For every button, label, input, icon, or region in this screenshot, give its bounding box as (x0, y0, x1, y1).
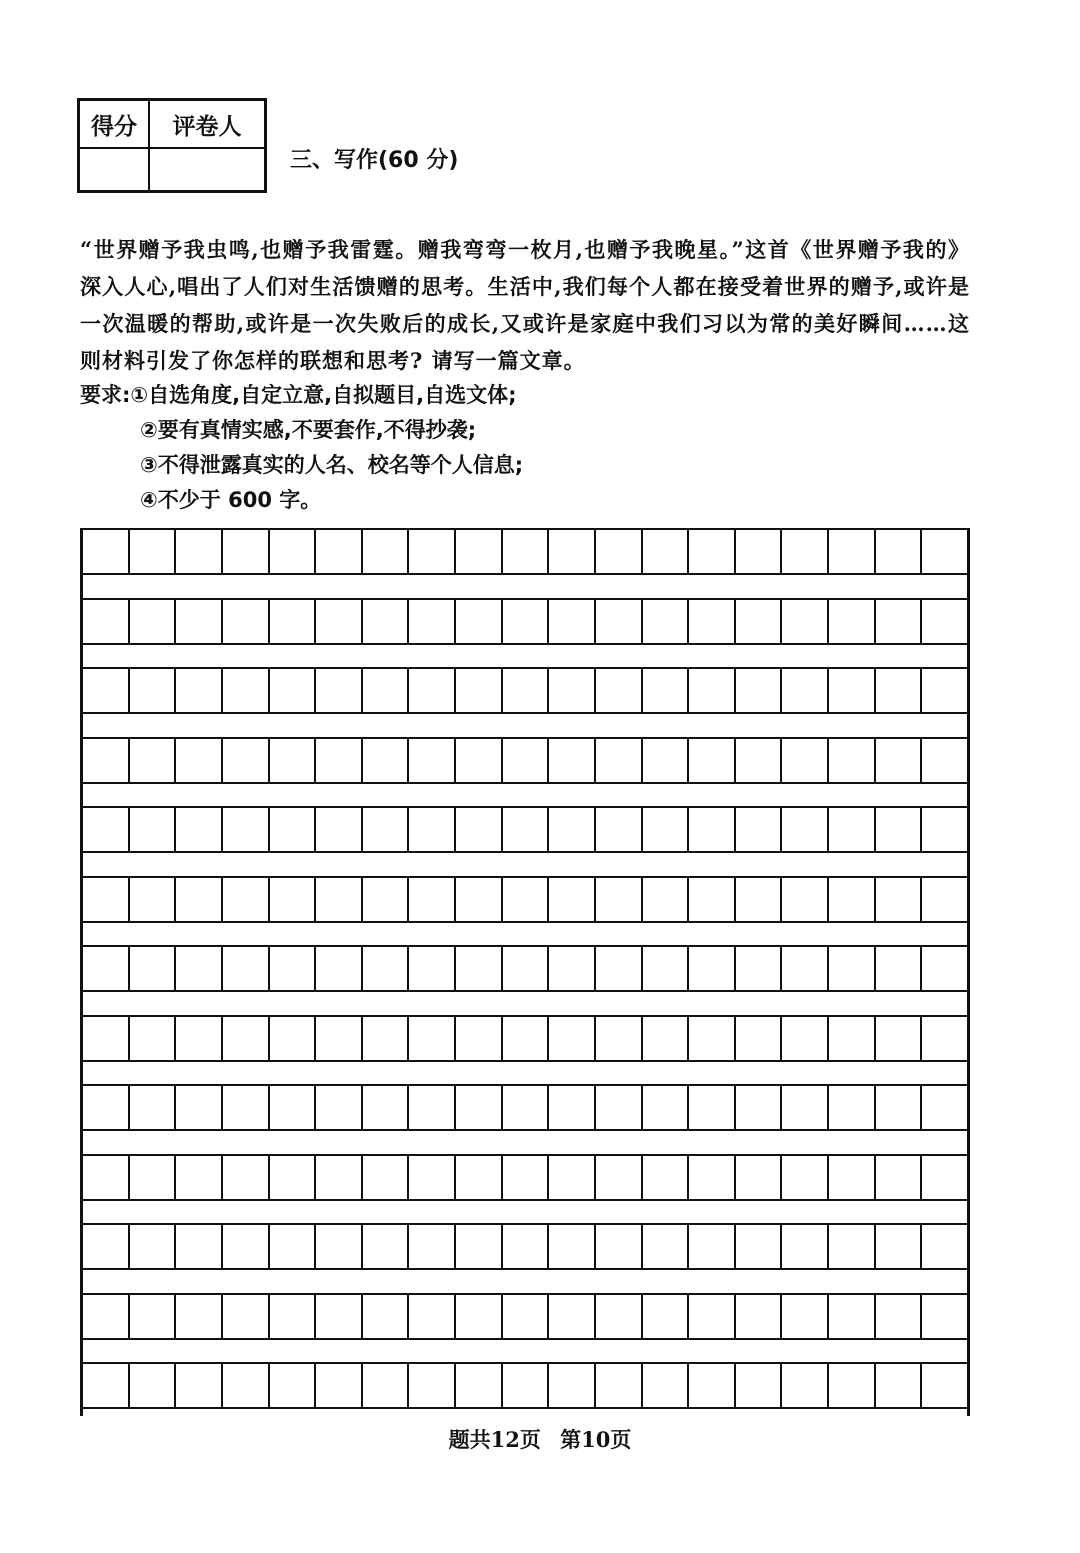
grid-cell[interactable] (922, 1017, 967, 1060)
grid-cell[interactable] (316, 669, 363, 712)
grid-cell[interactable] (643, 947, 690, 990)
grid-cell[interactable] (223, 808, 270, 851)
grid-cell[interactable] (736, 739, 783, 782)
grid-cell[interactable] (782, 1295, 829, 1338)
grid-cell[interactable] (922, 1295, 967, 1338)
grid-cell[interactable] (736, 1086, 783, 1129)
grid-cell[interactable] (176, 530, 223, 573)
grid-cell[interactable] (829, 1364, 876, 1407)
grid-cell[interactable] (223, 1364, 270, 1407)
grid-cell[interactable] (596, 739, 643, 782)
grid-cell[interactable] (316, 808, 363, 851)
total-pages: 题共12页 (448, 1427, 541, 1452)
grid-cell[interactable] (876, 1225, 923, 1268)
grid-cell[interactable] (689, 1295, 736, 1338)
grid-cell[interactable] (456, 1156, 503, 1199)
grid-cell[interactable] (130, 1295, 177, 1338)
grid-cell[interactable] (176, 1086, 223, 1129)
grid-cell[interactable] (782, 1156, 829, 1199)
grid-cell[interactable] (876, 530, 923, 573)
grid-cell[interactable] (456, 808, 503, 851)
grid-cell[interactable] (409, 1225, 456, 1268)
grid-cell[interactable] (409, 947, 456, 990)
grid-cell[interactable] (130, 1017, 177, 1060)
requirement-item: ③不得泄露真实的人名、校名等个人信息; (140, 453, 524, 477)
grid-cell[interactable] (363, 669, 410, 712)
grid-cell[interactable] (503, 739, 550, 782)
grid-cell[interactable] (596, 808, 643, 851)
grid-cell[interactable] (83, 669, 130, 712)
grid-cell[interactable] (922, 1156, 967, 1199)
grid-cell[interactable] (782, 1086, 829, 1129)
grid-cell[interactable] (736, 878, 783, 921)
grid-cell[interactable] (456, 1017, 503, 1060)
grid-cell[interactable] (363, 878, 410, 921)
grid-cell[interactable] (503, 669, 550, 712)
grid-cell[interactable] (829, 808, 876, 851)
grid-cell[interactable] (456, 878, 503, 921)
grid-cell[interactable] (83, 878, 130, 921)
grid-cell[interactable] (316, 600, 363, 643)
requirements-label: 要求: (80, 383, 131, 407)
grid-cell[interactable] (270, 1086, 317, 1129)
grid-cell[interactable] (409, 1017, 456, 1060)
grid-cell[interactable] (549, 739, 596, 782)
grid-cell[interactable] (223, 1017, 270, 1060)
grid-cell[interactable] (130, 600, 177, 643)
grid-cell[interactable] (596, 600, 643, 643)
grid-cell[interactable] (689, 808, 736, 851)
grid-cell[interactable] (223, 1225, 270, 1268)
grid-cell[interactable] (456, 947, 503, 990)
grid-cell[interactable] (782, 669, 829, 712)
grader-field[interactable] (150, 149, 264, 190)
grid-cell[interactable] (456, 669, 503, 712)
grid-cell[interactable] (876, 739, 923, 782)
grid-cell[interactable] (316, 1364, 363, 1407)
grid-cell[interactable] (596, 1017, 643, 1060)
grid-cell[interactable] (363, 1156, 410, 1199)
grid-cell[interactable] (782, 530, 829, 573)
grid-cell[interactable] (829, 947, 876, 990)
grid-cell[interactable] (922, 739, 967, 782)
grid-cell[interactable] (549, 878, 596, 921)
grid-cell[interactable] (736, 947, 783, 990)
grid-cell[interactable] (829, 1156, 876, 1199)
grid-cell[interactable] (456, 1225, 503, 1268)
writing-grid[interactable] (80, 528, 970, 1416)
grid-cell[interactable] (503, 1225, 550, 1268)
grid-cell[interactable] (689, 600, 736, 643)
grid-cell[interactable] (829, 1225, 876, 1268)
grid-cell[interactable] (549, 530, 596, 573)
grid-cell[interactable] (316, 1017, 363, 1060)
requirement-row-1 (80, 378, 523, 413)
grid-cell[interactable] (176, 808, 223, 851)
grid-cell[interactable] (316, 1295, 363, 1338)
grid-cell[interactable] (643, 1225, 690, 1268)
grid-cell[interactable] (456, 1086, 503, 1129)
grid-cell[interactable] (549, 1017, 596, 1060)
grid-cell[interactable] (596, 1295, 643, 1338)
grid-cell[interactable] (409, 1156, 456, 1199)
grid-row[interactable] (83, 876, 967, 923)
grid-cell[interactable] (316, 739, 363, 782)
grid-cell[interactable] (876, 808, 923, 851)
grid-cell[interactable] (689, 947, 736, 990)
grid-cell[interactable] (643, 1364, 690, 1407)
grid-cell[interactable] (689, 530, 736, 573)
requirements (80, 378, 523, 518)
grid-cell[interactable] (876, 947, 923, 990)
grid-cell[interactable] (829, 878, 876, 921)
grid-row[interactable] (83, 598, 967, 645)
grid-cell[interactable] (689, 1156, 736, 1199)
grid-cell[interactable] (270, 1156, 317, 1199)
grid-cell[interactable] (643, 1295, 690, 1338)
grid-cell[interactable] (503, 600, 550, 643)
grid-cell[interactable] (689, 878, 736, 921)
score-table (77, 98, 267, 193)
grid-cell[interactable] (922, 600, 967, 643)
grid-cell[interactable] (736, 669, 783, 712)
grid-cell[interactable] (83, 808, 130, 851)
grid-cell[interactable] (270, 878, 317, 921)
grid-cell[interactable] (316, 1225, 363, 1268)
grid-row[interactable] (83, 737, 967, 784)
writing-prompt: “世界赠予我虫鸣,也赠予我雷霆。赠我弯弯一枚月,也赠予我晚星。”这首《世界赠予我的》深入人心,唱出了人们对生活馈赠的思考。生活中,我们每个人都在接受着世界的赠予,或许是一次温暖的帮助,或许是一次失败后的成长,又或许是家庭中我们习以为常的美好瞬间……这则材料引发了你怎样的联想和思考? 请写一篇文章。 (80, 237, 970, 373)
grid-cell[interactable] (643, 530, 690, 573)
grid-cell[interactable] (363, 1017, 410, 1060)
grid-cell[interactable] (223, 1086, 270, 1129)
grid-cell[interactable] (736, 530, 783, 573)
grid-cell[interactable] (689, 1225, 736, 1268)
grid-cell[interactable] (876, 1364, 923, 1407)
requirement-item: ④不少于 600 字。 (140, 488, 322, 512)
grid-cell[interactable] (643, 739, 690, 782)
grid-cell[interactable] (130, 739, 177, 782)
grid-cell[interactable] (223, 878, 270, 921)
grid-cell[interactable] (456, 600, 503, 643)
grid-cell[interactable] (922, 1086, 967, 1129)
grid-cell[interactable] (176, 947, 223, 990)
grid-cell[interactable] (643, 600, 690, 643)
grid-cell[interactable] (829, 739, 876, 782)
grid-cell[interactable] (270, 739, 317, 782)
grid-cell[interactable] (876, 669, 923, 712)
grid-cell[interactable] (596, 878, 643, 921)
grid-cell[interactable] (223, 600, 270, 643)
grid-cell[interactable] (223, 947, 270, 990)
grid-cell[interactable] (596, 1086, 643, 1129)
grid-cell[interactable] (363, 739, 410, 782)
grid-cell[interactable] (643, 1017, 690, 1060)
grid-cell[interactable] (782, 739, 829, 782)
grid-cell[interactable] (176, 1017, 223, 1060)
grid-cell[interactable] (456, 739, 503, 782)
grid-cell[interactable] (363, 600, 410, 643)
grid-cell[interactable] (409, 1364, 456, 1407)
grid-cell[interactable] (503, 1156, 550, 1199)
grid-cell[interactable] (409, 1295, 456, 1338)
grid-cell[interactable] (922, 878, 967, 921)
grid-cell[interactable] (130, 1364, 177, 1407)
grid-cell[interactable] (503, 808, 550, 851)
grid-row[interactable] (83, 945, 967, 992)
grid-cell[interactable] (876, 878, 923, 921)
grid-cell[interactable] (876, 1156, 923, 1199)
grid-cell[interactable] (782, 1225, 829, 1268)
grid-cell[interactable] (689, 1086, 736, 1129)
grid-cell[interactable] (503, 947, 550, 990)
grid-cell[interactable] (83, 1017, 130, 1060)
grid-cell[interactable] (409, 808, 456, 851)
grid-cell[interactable] (736, 1295, 783, 1338)
grid-cell[interactable] (922, 947, 967, 990)
grid-cell[interactable] (643, 669, 690, 712)
grid-cell[interactable] (176, 878, 223, 921)
grid-cell[interactable] (922, 669, 967, 712)
grid-cell[interactable] (922, 530, 967, 573)
grid-cell[interactable] (223, 1295, 270, 1338)
grid-cell[interactable] (130, 669, 177, 712)
grid-cell[interactable] (782, 808, 829, 851)
grid-cell[interactable] (363, 1086, 410, 1129)
grid-cell[interactable] (456, 1364, 503, 1407)
grid-cell[interactable] (270, 1225, 317, 1268)
grid-cell[interactable] (922, 1364, 967, 1407)
grid-cell[interactable] (130, 1086, 177, 1129)
grid-cell[interactable] (223, 739, 270, 782)
grid-cell[interactable] (596, 1225, 643, 1268)
grid-cell[interactable] (223, 1156, 270, 1199)
grid-cell[interactable] (270, 947, 317, 990)
grid-cell[interactable] (829, 1086, 876, 1129)
grid-cell[interactable] (130, 808, 177, 851)
grid-cell[interactable] (316, 1086, 363, 1129)
grid-cell[interactable] (456, 1295, 503, 1338)
grid-cell[interactable] (270, 1295, 317, 1338)
grid-cell[interactable] (223, 669, 270, 712)
grid-cell[interactable] (643, 1086, 690, 1129)
grid-cell[interactable] (876, 1017, 923, 1060)
grid-cell[interactable] (829, 530, 876, 573)
grid-cell[interactable] (130, 947, 177, 990)
grid-cell[interactable] (270, 1364, 317, 1407)
grid-cell[interactable] (130, 1225, 177, 1268)
grid-cell[interactable] (176, 739, 223, 782)
grid-cell[interactable] (503, 1017, 550, 1060)
grid-cell[interactable] (549, 669, 596, 712)
grid-cell[interactable] (83, 1295, 130, 1338)
grid-cell[interactable] (363, 1225, 410, 1268)
grid-cell[interactable] (503, 878, 550, 921)
grid-cell[interactable] (409, 669, 456, 712)
grid-cell[interactable] (409, 530, 456, 573)
grid-cell[interactable] (503, 1295, 550, 1338)
grid-cell[interactable] (643, 808, 690, 851)
grid-cell[interactable] (456, 530, 503, 573)
grid-row[interactable] (83, 806, 967, 853)
grid-cell[interactable] (829, 669, 876, 712)
grid-cell[interactable] (503, 1086, 550, 1129)
grid-cell[interactable] (83, 947, 130, 990)
grid-cell[interactable] (689, 669, 736, 712)
grid-cell[interactable] (363, 808, 410, 851)
grid-cell[interactable] (176, 1295, 223, 1338)
grid-cell[interactable] (829, 1295, 876, 1338)
grid-cell[interactable] (782, 947, 829, 990)
grid-cell[interactable] (270, 530, 317, 573)
grid-cell[interactable] (176, 1225, 223, 1268)
grid-cell[interactable] (549, 1156, 596, 1199)
grid-cell[interactable] (689, 1364, 736, 1407)
grid-cell[interactable] (782, 600, 829, 643)
grid-cell[interactable] (409, 600, 456, 643)
grid-cell[interactable] (876, 600, 923, 643)
grid-cell[interactable] (83, 600, 130, 643)
grid-cell[interactable] (782, 1364, 829, 1407)
grid-cell[interactable] (270, 808, 317, 851)
grid-cell[interactable] (549, 1364, 596, 1407)
section-title: 三、写作(60 分) (290, 148, 459, 173)
grid-cell[interactable] (876, 1086, 923, 1129)
grid-cell[interactable] (689, 739, 736, 782)
requirement-item: ①自选角度,自定立意,自拟题目,自选文体; (130, 383, 517, 407)
grid-cell[interactable] (409, 1086, 456, 1129)
grid-row[interactable] (83, 1154, 967, 1201)
grid-cell[interactable] (363, 1295, 410, 1338)
requirement-item: ②要有真情实感,不要套作,不得抄袭; (140, 418, 477, 442)
score-label: 得分 (80, 101, 150, 149)
grid-cell[interactable] (549, 947, 596, 990)
grid-cell[interactable] (316, 1156, 363, 1199)
grid-cell[interactable] (83, 739, 130, 782)
grid-cell[interactable] (270, 669, 317, 712)
grid-cell[interactable] (130, 1156, 177, 1199)
grader-label: 评卷人 (150, 101, 264, 149)
grid-cell[interactable] (782, 878, 829, 921)
current-page: 第10页 (560, 1427, 632, 1452)
grid-row[interactable] (83, 1084, 967, 1131)
grid-cell[interactable] (596, 669, 643, 712)
grid-cell[interactable] (736, 1364, 783, 1407)
grid-cell[interactable] (270, 600, 317, 643)
grid-cell[interactable] (176, 669, 223, 712)
grid-cell[interactable] (736, 1017, 783, 1060)
grid-cell[interactable] (596, 1364, 643, 1407)
grid-cell[interactable] (549, 600, 596, 643)
grid-cell[interactable] (176, 1364, 223, 1407)
grid-cell[interactable] (130, 530, 177, 573)
grid-cell[interactable] (223, 530, 270, 573)
grid-cell[interactable] (596, 1156, 643, 1199)
grid-cell[interactable] (83, 1156, 130, 1199)
grid-cell[interactable] (549, 1295, 596, 1338)
grid-cell[interactable] (83, 1364, 130, 1407)
grid-cell[interactable] (876, 1295, 923, 1338)
grid-cell[interactable] (270, 1017, 317, 1060)
grid-cell[interactable] (316, 530, 363, 573)
grid-cell[interactable] (643, 1156, 690, 1199)
grid-row[interactable] (83, 1362, 967, 1409)
grid-cell[interactable] (363, 947, 410, 990)
grid-row[interactable] (83, 1015, 967, 1062)
grid-cell[interactable] (922, 808, 967, 851)
grid-cell[interactable] (363, 1364, 410, 1407)
grid-cell[interactable] (922, 1225, 967, 1268)
grid-cell[interactable] (503, 530, 550, 573)
grid-cell[interactable] (83, 1086, 130, 1129)
grid-cell[interactable] (503, 1364, 550, 1407)
grid-cell[interactable] (549, 808, 596, 851)
grid-cell[interactable] (316, 947, 363, 990)
grid-cell[interactable] (549, 1086, 596, 1129)
grid-cell[interactable] (409, 739, 456, 782)
grid-row[interactable] (83, 1223, 967, 1270)
grid-cell[interactable] (596, 530, 643, 573)
grid-cell[interactable] (736, 1225, 783, 1268)
grid-cell[interactable] (83, 530, 130, 573)
grid-cell[interactable] (643, 878, 690, 921)
grid-cell[interactable] (596, 947, 643, 990)
grid-cell[interactable] (549, 1225, 596, 1268)
grid-cell[interactable] (176, 600, 223, 643)
grid-cell[interactable] (829, 600, 876, 643)
grid-row[interactable] (83, 1293, 967, 1340)
grid-cell[interactable] (736, 600, 783, 643)
grid-cell[interactable] (316, 878, 363, 921)
page-footer (0, 1424, 1080, 1454)
grid-cell[interactable] (736, 808, 783, 851)
grid-row[interactable] (83, 528, 967, 575)
grid-cell[interactable] (176, 1156, 223, 1199)
grid-cell[interactable] (409, 878, 456, 921)
grid-cell[interactable] (736, 1156, 783, 1199)
score-field[interactable] (80, 149, 150, 190)
grid-row[interactable] (83, 667, 967, 714)
grid-cell[interactable] (689, 1017, 736, 1060)
grid-cell[interactable] (782, 1017, 829, 1060)
grid-cell[interactable] (363, 530, 410, 573)
grid-cell[interactable] (829, 1017, 876, 1060)
grid-cell[interactable] (83, 1225, 130, 1268)
grid-cell[interactable] (130, 878, 177, 921)
